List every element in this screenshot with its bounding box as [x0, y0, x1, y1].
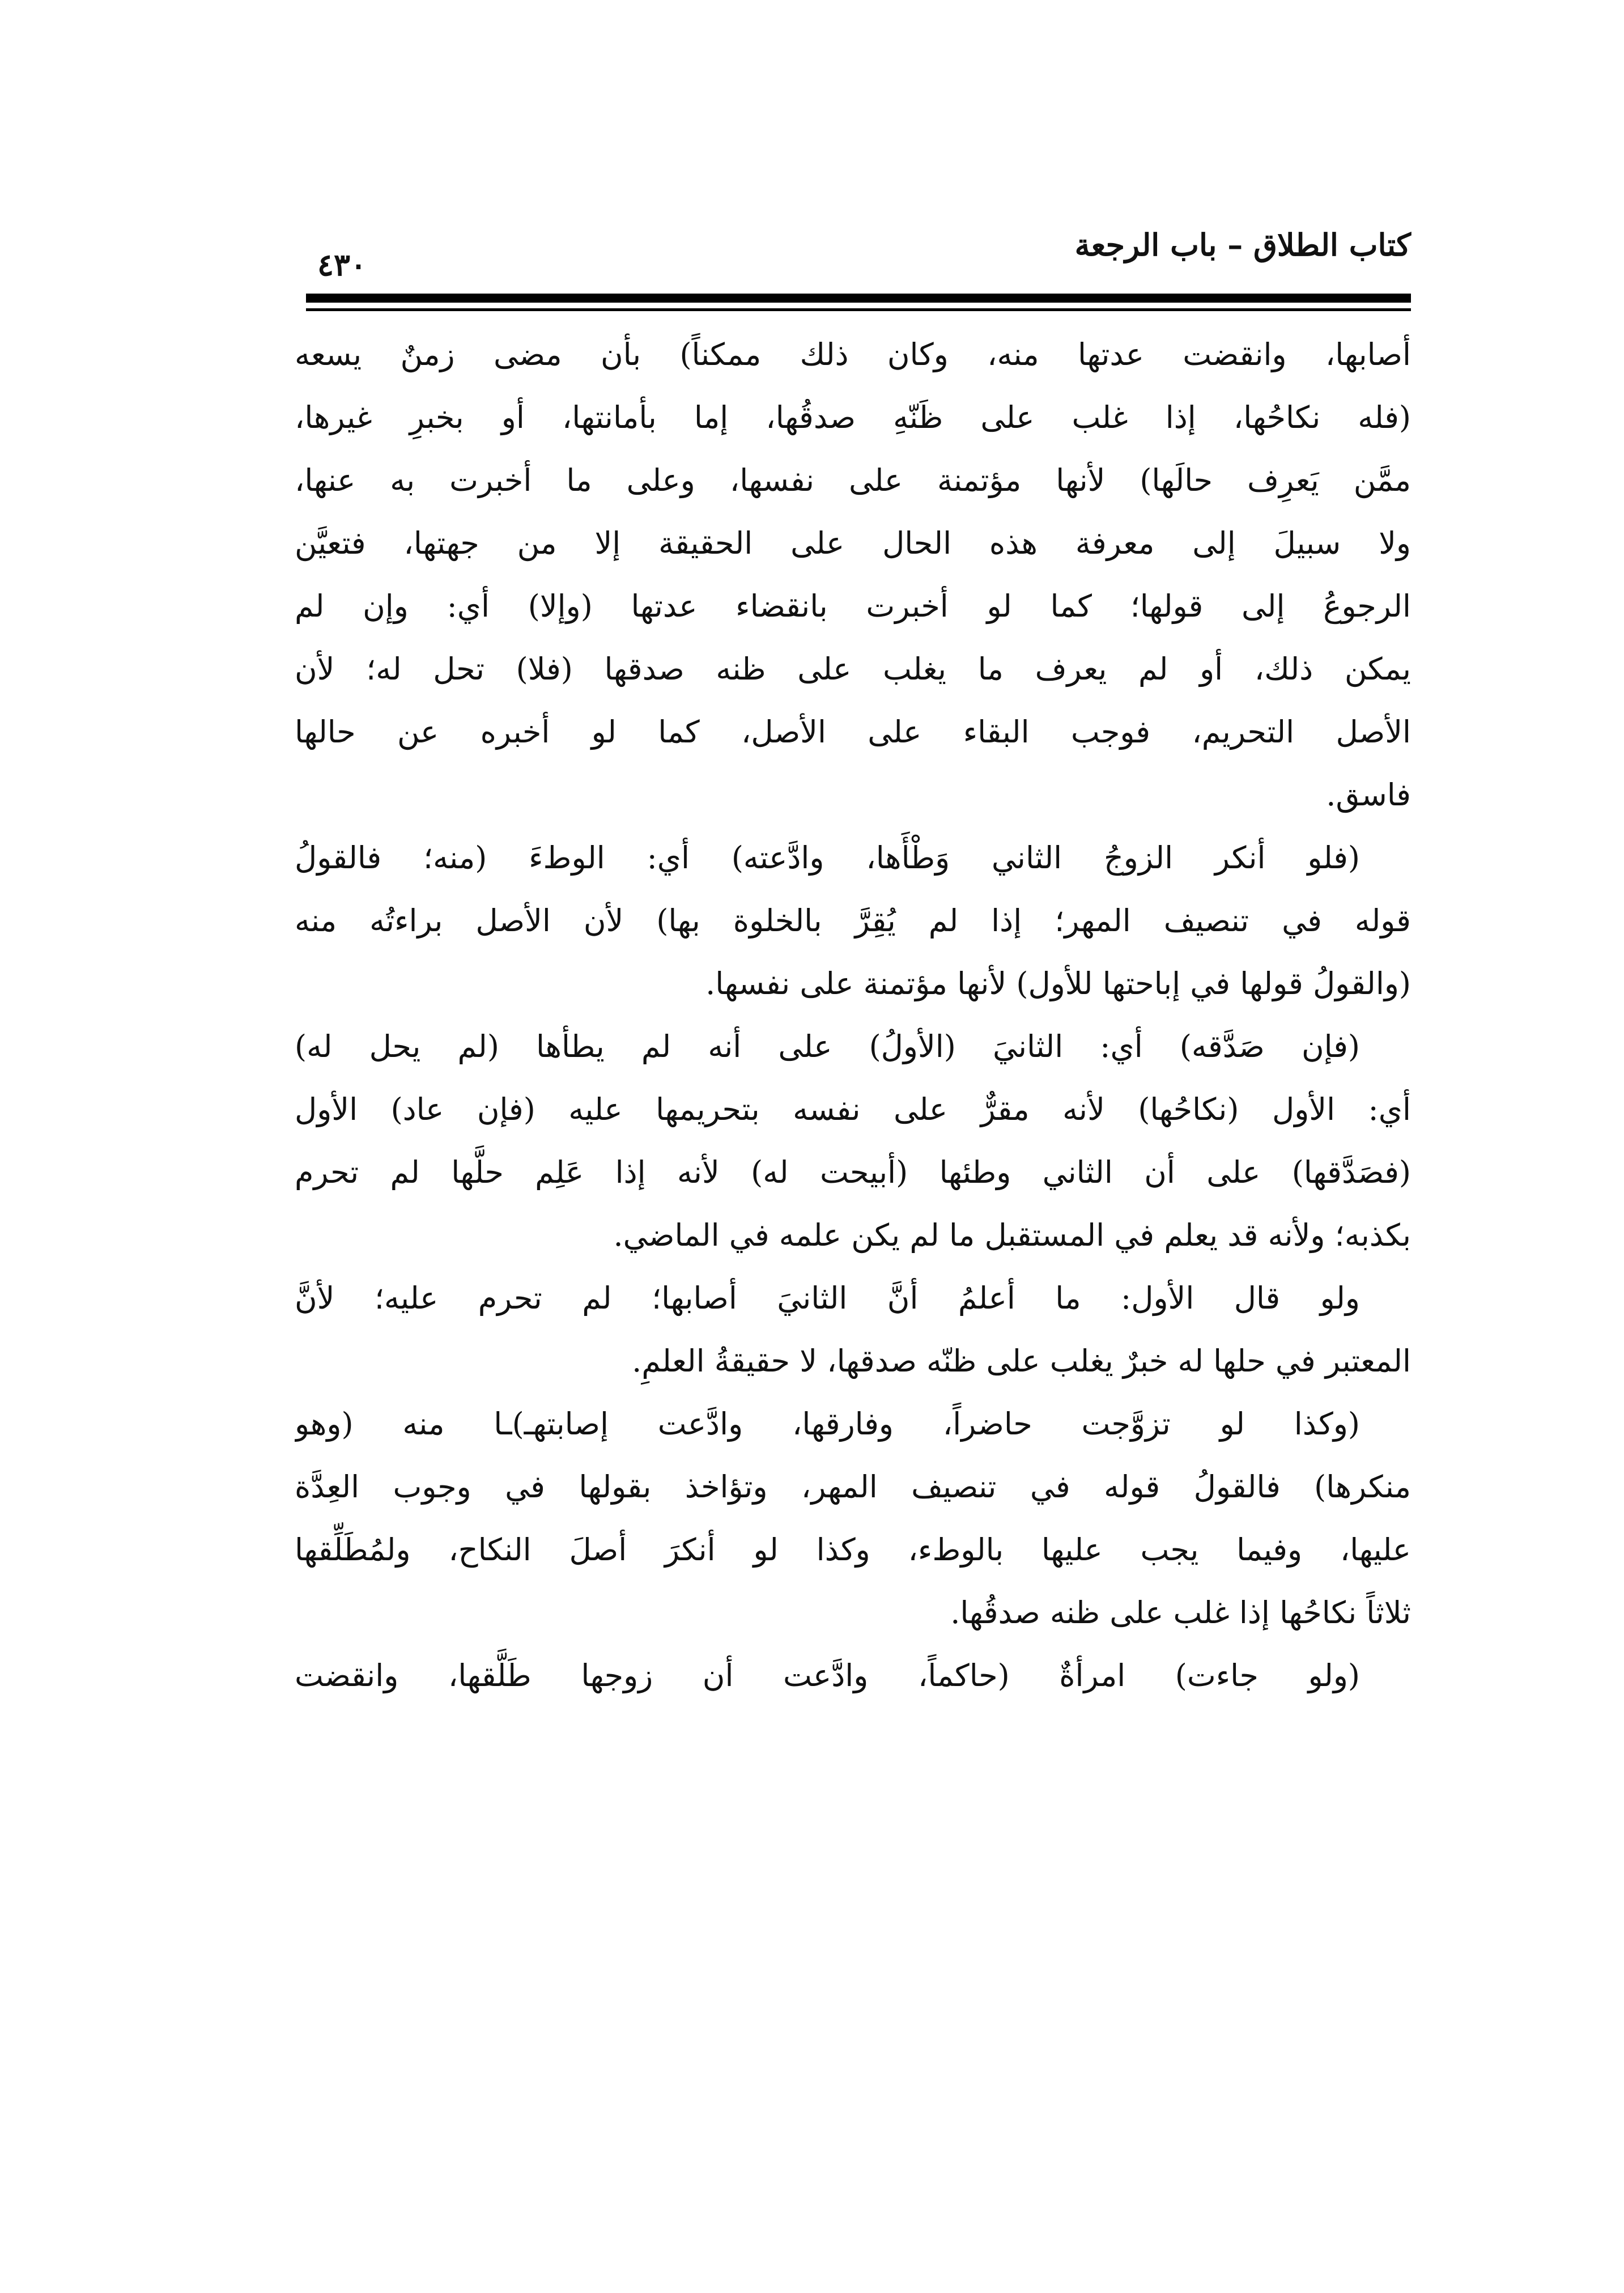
header-rule-thick — [306, 294, 1411, 303]
text-line-21: ثلاثاً نكاحُها إذا غلب على ظنه صدقُها. — [950, 1595, 1411, 1630]
text-line-8: فاسق. — [1326, 777, 1411, 813]
running-header — [306, 204, 1411, 289]
text-line-19: منكرها) فالقولُ قوله في تنصيف المهر، وتؤاخذ بقولها في وجوب العِدَّة — [295, 1469, 1411, 1505]
text-line-18: (وكذا لو تزوَّجت حاضراً، وفارقها، وادَّعت إصابتهـ)ـا منه (وهو — [295, 1406, 1360, 1442]
text-line-14: (فصَدَّقها) على أن الثاني وطئها (أبيحت له) لأنه إذا عَلِم حلَّها لم تحرم — [295, 1154, 1411, 1190]
text-line-2: (فله نكاحُها، إذا غلب على ظَنّهِ صدقُها، إما بأمانتها، أو بخبرِ غيرها، — [295, 400, 1411, 435]
header-rule-thin — [306, 308, 1411, 311]
text-line-13: أي: الأول (نكاحُها) لأنه مقرٌّ على نفسه بتحريمها عليه (فإن عاد) الأول — [295, 1092, 1411, 1127]
text-line-1: أصابها، وانقضت عدتها منه، وكان ذلك ممكناً) بأن مضى زمنٌ يسعه — [295, 337, 1411, 372]
text-line-11: (والقولُ قولها في إباحتها للأول) لأنها مؤتمنة على نفسها. — [705, 966, 1411, 1001]
text-line-5: الرجوعُ إلى قولها؛ كما لو أخبرت بانقضاء عدتها (وإلا) أي: وإن لم — [295, 588, 1411, 624]
text-line-10: قوله في تنصيف المهر؛ إذا لم يُقِرَّ بالخلوة بها) لأن الأصل براءتُه منه — [295, 903, 1411, 939]
text-line-4: ولا سبيلَ إلى معرفة هذه الحال على الحقيقة إلا من جهتها، فتعيَّن — [295, 525, 1411, 561]
text-line-16: ولو قال الأول: ما أعلمُ أنَّ الثانيَ أصابها؛ لم تحرم عليه؛ لأنَّ — [295, 1280, 1360, 1316]
text-line-6: يمكن ذلك، أو لم يعرف ما يغلب على ظنه صدقها (فلا) تحل له؛ لأن — [295, 651, 1411, 687]
text-line-3: ممَّن يَعرِف حالَها) لأنها مؤتمنة على نفسها، وعلى ما أخبرت به عنها، — [295, 462, 1411, 498]
text-line-20: عليها، وفيما يجب عليها بالوطء، وكذا لو أنكرَ أصلَ النكاح، ولمُطَلِّقها — [295, 1532, 1411, 1568]
text-line-15: بكذبه؛ ولأنه قد يعلم في المستقبل ما لم يكن علمه في الماضي. — [613, 1217, 1411, 1253]
text-line-22: (ولو جاءت) امرأةٌ (حاكماً، وادَّعت أن زوجها طَلَّقها، وانقضت — [295, 1658, 1360, 1693]
main-text — [295, 323, 1411, 1707]
text-line-12: (فإن صَدَّقه) أي: الثانيَ (الأولُ) على أنه لم يطأها (لم يحل له) — [295, 1029, 1360, 1064]
book-title: كتاب الطلاق – باب الرجعة — [1074, 227, 1411, 263]
text-line-7: الأصل التحريم، فوجب البقاء على الأصل، كما لو أخبره عن حالها — [295, 714, 1411, 750]
page-number: ٤٣٠ — [317, 247, 367, 283]
text-line-9: (فلو أنكر الزوجُ الثاني وَطْأَها، وادَّعته) أي: الوطءَ (منه؛ فالقولُ — [295, 840, 1360, 876]
text-line-17: المعتبر في حلها له خبرٌ يغلب على ظنّه صدقها، لا حقيقةُ العلمِ. — [632, 1343, 1411, 1379]
